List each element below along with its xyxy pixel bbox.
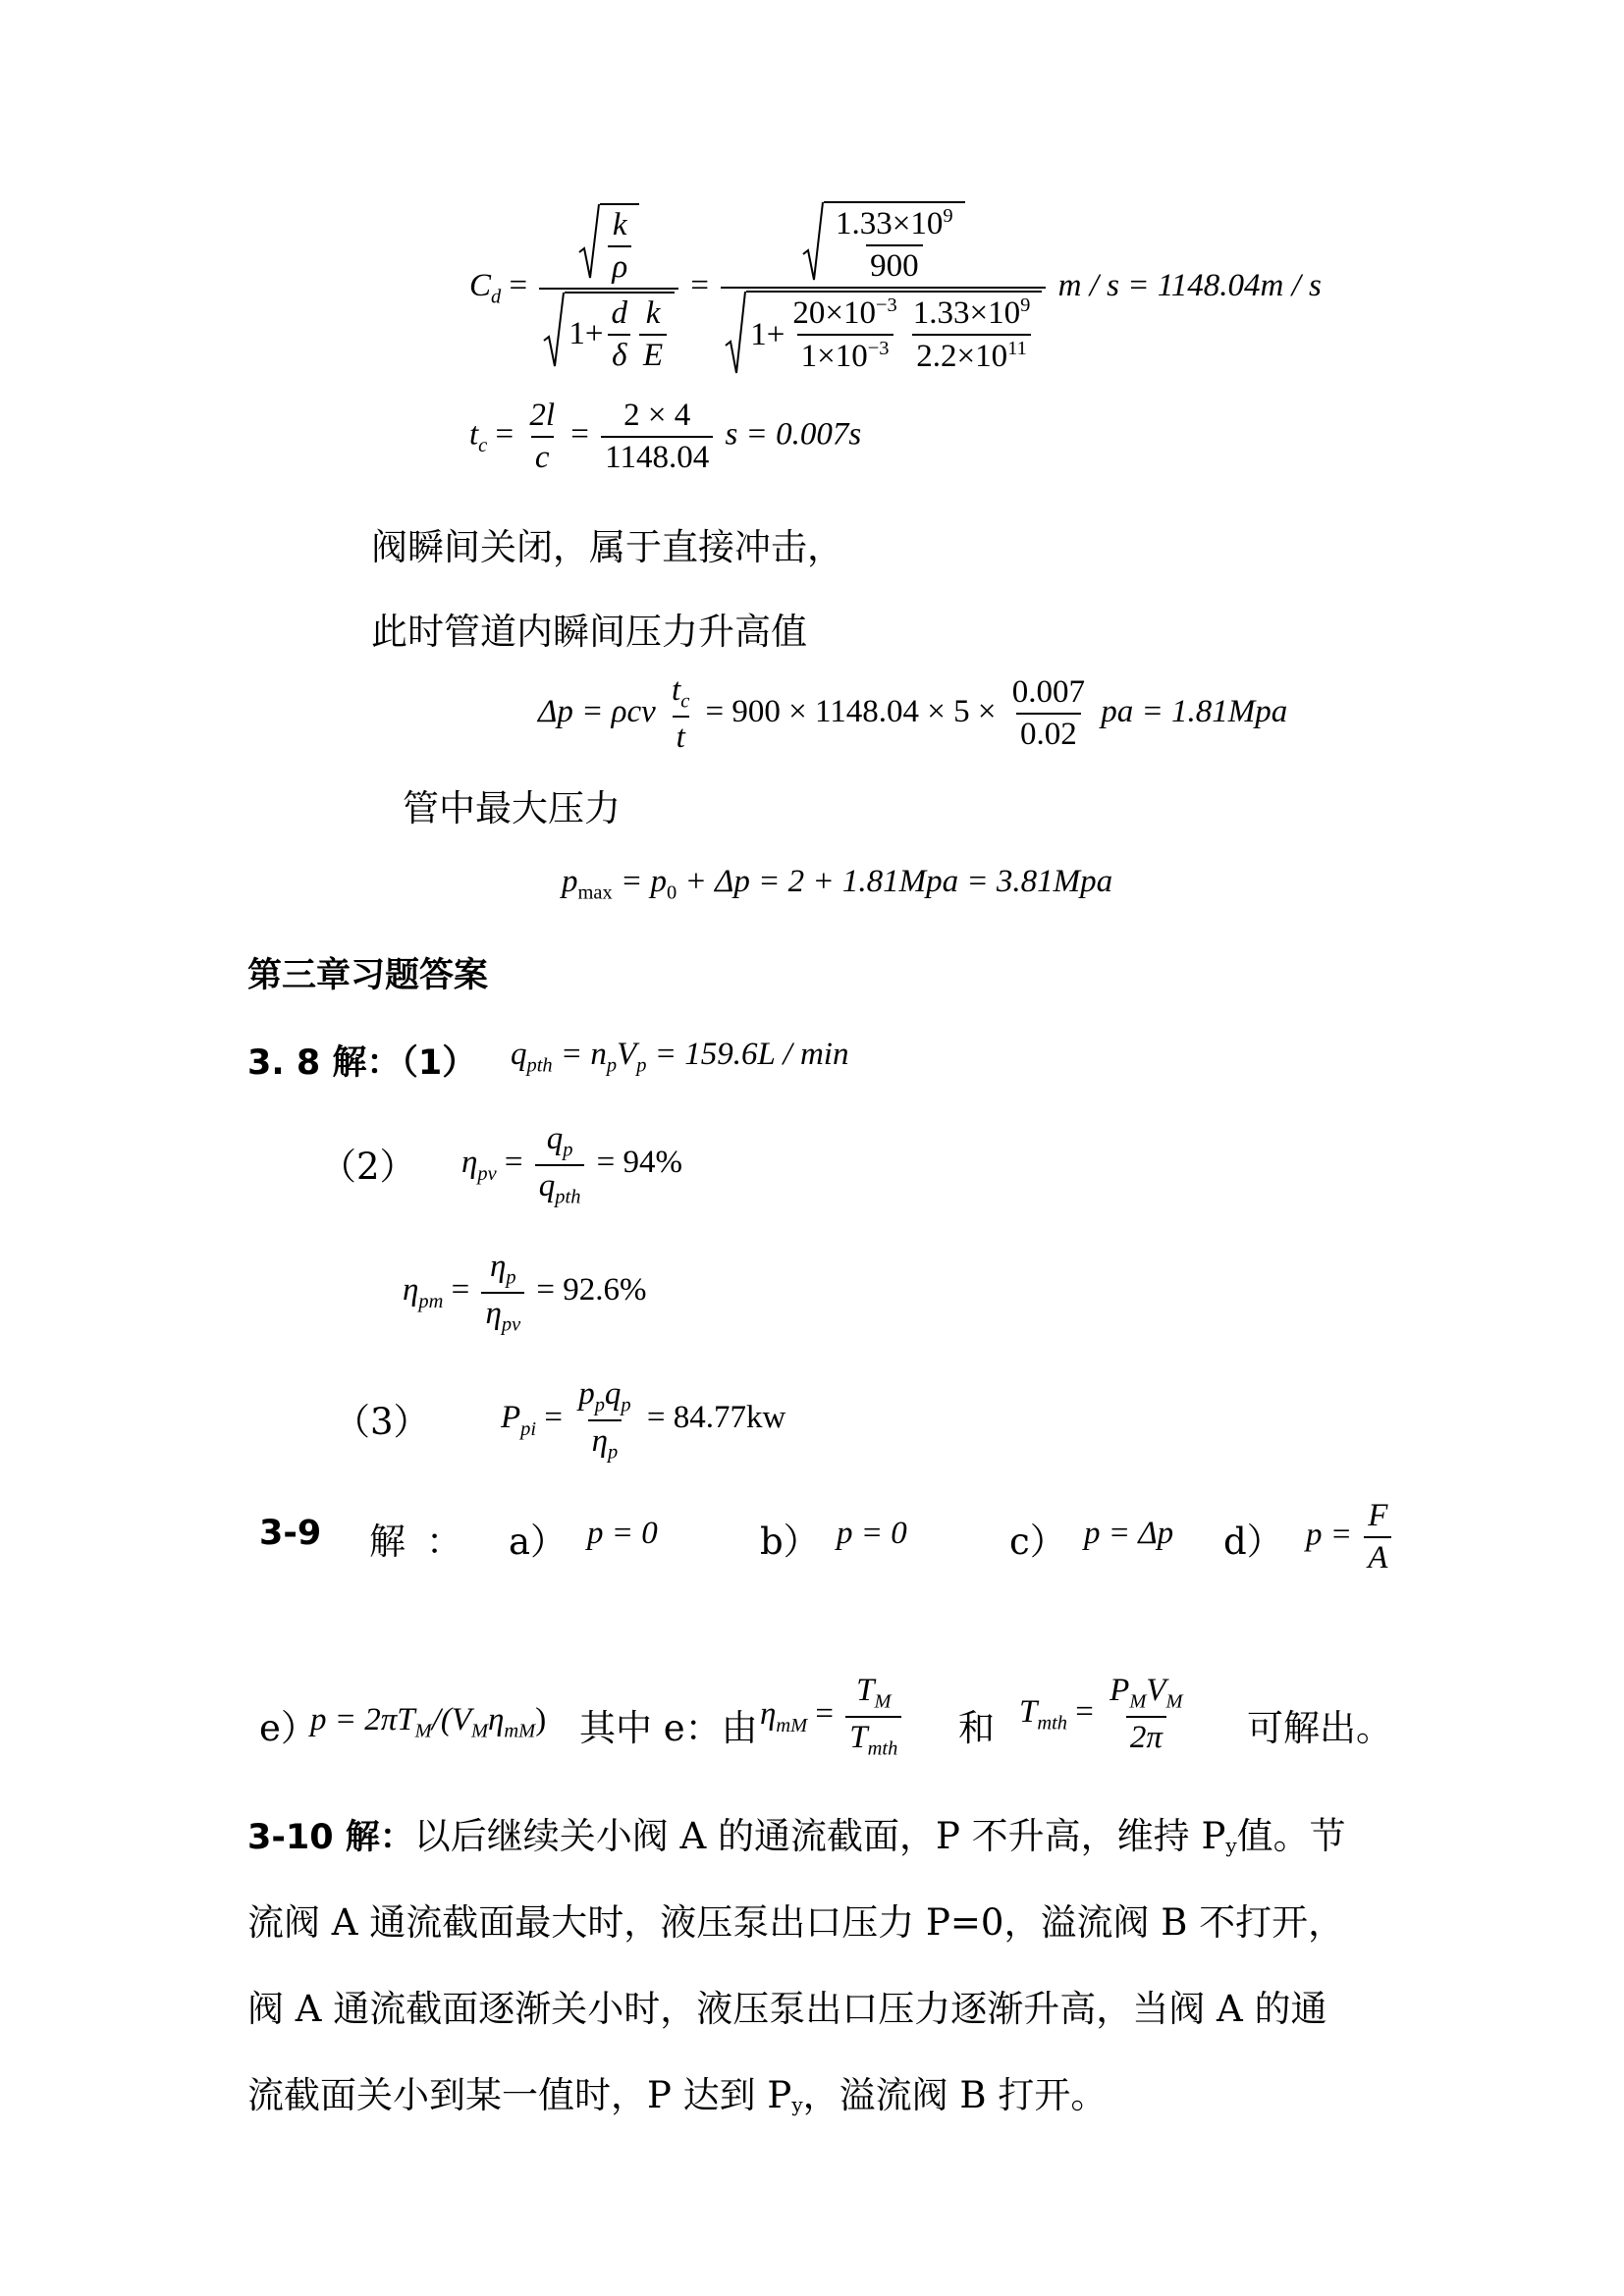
fraction-cd-rhs: $\frac{1.33\times 10^9}{900}$ 1+ $\frac{20\times 10^{-3}}{1\times 10^{-3}}$ $\frac{1.33\times 10^9}{2.2\times 10^{11}}$ — [721, 201, 1046, 375]
problem-3-10-line3: 阀 A 通流截面逐渐关小时，液压泵出口压力逐渐升高，当阀 A 的通 — [247, 1988, 1327, 2030]
equation-eta-pm: $\eta_{pm}$ = $\frac{\eta_p}{\eta_{pv}}$ = 92.6% — [403, 1249, 647, 1336]
equation-tc: $t_c$ = $\frac{2l}{c}$ = $\frac{2 \times 4}{1148.04}$ s = 0.007s — [469, 398, 862, 475]
text-pressure-rise: 此时管道内瞬间压力升高值 — [371, 611, 807, 653]
equation-p-pi: $P_{pi}$ = $\frac{p_pq_p}{\eta_p}$ = 84.77kw — [501, 1376, 786, 1464]
text-max-pressure: 管中最大压力 — [403, 787, 621, 829]
equation-eta-pv: $\eta_{pv}$ = $\frac{q_p}{q_{pth}}$ = 94% — [461, 1121, 683, 1208]
text-valve-closing: 阀瞬间关闭，属于直接冲击， — [371, 526, 843, 568]
fraction-cd-lhs: $\frac{k}{\rho}$ 1+ $\frac{d}{\delta}$ $\frac{k}{E}$ — [539, 203, 678, 374]
equation-q-pth: $q_{pth} = n_pV_p = 159.6L / \min$ — [511, 1037, 849, 1077]
chapter-heading: 第三章习题答案 — [247, 956, 489, 995]
problem-3-10-line1: 3-10 解：以后继续关小阀 A 的通流截面，P 不升高，维持 $P_y$值。节 — [247, 1815, 1346, 1858]
problem-3-10-line2: 流阀 A 通流截面最大时，液压泵出口压力 P=0，溢流阀 B 不打开， — [247, 1901, 1345, 1944]
problem-3-8-part3-label: （3） — [334, 1401, 430, 1443]
problem-3-8-part2-label: （2） — [320, 1146, 416, 1188]
problem-3-8-label: 3. 8 解：（1） — [247, 1043, 477, 1083]
problem-3-10-line4: 流截面关小到某一值时，P 达到 $P_y$，溢流阀 B 打开。 — [247, 2074, 1108, 2117]
equation-delta-p: Δp = ρcv $\frac{t_c}{t}$ = 900 × 1148.04 × 5 × $\frac{0.007}{0.02}$ pa = 1.81Mpa — [538, 672, 1288, 755]
equation-cd: $C_d$ = $\frac{k}{\rho}$ 1+ $\frac{d}{\delta}$ $\frac{k}{E}$ = $\frac{1.33\times 10^9}{900}$ 1+ $\frac{20\times 10^{-3}}{1\times 10^{-3}}$ $\frac{1.33\times 10^9}{2.2\times 10^{11}}$ m / s = 1148.04m / s — [469, 201, 1322, 375]
problem-3-9e-row: e） $p = 2\pi T_M/(V_M\eta_{mM})$ 其中 e：由 $\eta_{mM}$ = $\frac{T_M}{T_{mth}}$ 和 $T_{mth}$ = $\frac{P_MV_M}{2\pi}$ 可解出。 — [259, 1673, 1392, 1760]
problem-3-9-row: 3-9 解 ： a） p = 0 b） p = 0 c） p = Δp d） p = $\frac{F}{A}$ — [259, 1508, 1398, 1596]
equation-p-max: $p_{max} = p_0 + \Delta p = 2 + 1.81Mpa = 3.81Mpa$ — [562, 864, 1113, 904]
